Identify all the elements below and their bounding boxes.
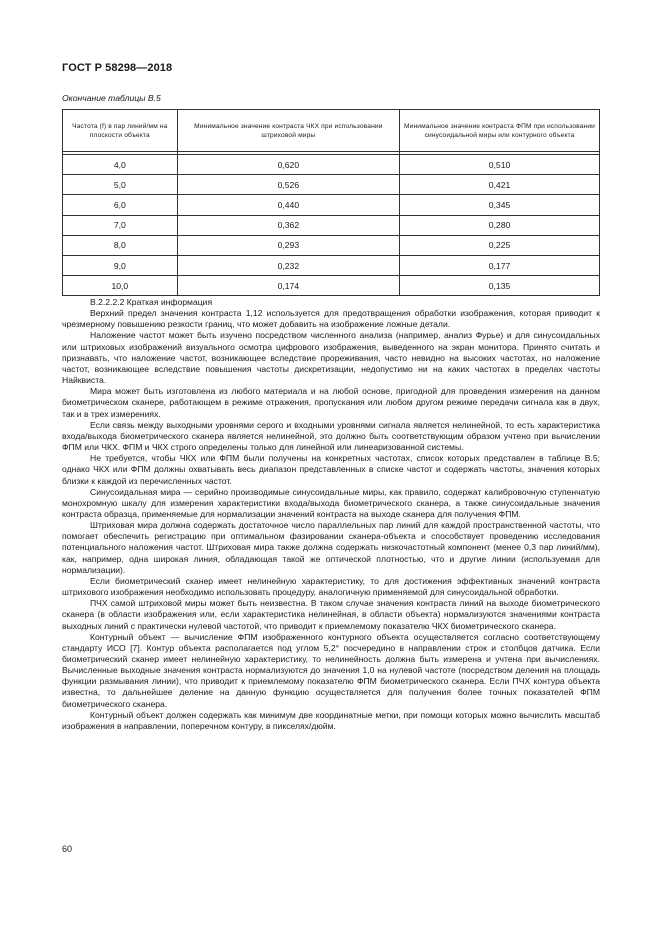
column-header-frequency: Частота (f) в пар линий/мм на плоскости объекта <box>63 110 178 152</box>
cell-ctf: 0,232 <box>177 255 399 275</box>
cell-ctf: 0,526 <box>177 175 399 195</box>
cell-frequency: 7,0 <box>63 215 178 235</box>
column-header-ctf: Минимальное значение контраста ЧКХ при использовании штриховой миры <box>177 110 399 152</box>
table-row <box>63 276 600 296</box>
body-text <box>62 297 600 732</box>
cell-frequency: 9,0 <box>63 255 178 275</box>
column-header-mtf: Минимальное значение контраста ФПМ при использовании синусоидальной миры или контурного объекта <box>400 110 600 152</box>
paragraph: Если биометрический сканер имеет нелинейную характеристику, то для достижения эффективных значений контраста штрихового изображения необходимо использовать процедуру, аналогичную применяемой для синусоидальной обработки. <box>62 575 600 598</box>
table-row <box>63 255 600 275</box>
paragraph: Штриховая мира должна содержать достаточное число параллельных пар линий для каждой пространственной частоты, что помогает обеспечить регистрацию при оптимальном фазировании сканера-объекта и способствует проведению исследования потенциального наложения частот. Штриховая мира также должна содержать низкочастотный компонент (менее 0,3 пар линий/мм), как, например, одна широкая линия, обладающая такой же оптической плотностью, что и другие линии (используемая для нормализации). <box>62 520 600 575</box>
paragraph: Верхний предел значения контраста 1,12 используется для предотвращения обработки изображения, которая приводит к чрезмерному повышению резкости границ, что может добавить на изображение ложные детали. <box>62 308 600 330</box>
section-heading: В.2.2.2.2 Краткая информация <box>90 297 213 307</box>
paragraph: Контурный объект — вычисление ФПМ изображенного контурного объекта осуществляется согласно соответствующему стандарту ИСО [7]. Контур объекта располагается под углом 5,2° посчередино в направлении строк и столбцов датчика. Если биометрический сканер имеет нелинейную характеристику, то нелинейность должна быть измерена и учтена при вычислениях. Вычисленные выходные значения контраста нормализуются до значения 1,0 на нулевой частоте (посредством деления на площадь функции размывания линии), что приводит к приемлемому показателю ФПМ биометрического сканера. Если ПЧХ контура объекта известна, то дальнейшее деление на данную функцию осуществляется для получения более точных показателей ФПМ биометрического сканера. <box>62 631 600 709</box>
cell-mtf: 0,135 <box>400 276 600 296</box>
contrast-table <box>62 109 600 296</box>
table-row <box>63 155 600 175</box>
page-number: 60 <box>62 844 73 854</box>
paragraph: Если связь между выходными уровнями серого и входными уровнями сигнала является нелинейной, то есть характеристика входа/выхода биометрического сканера является нелинейной, это должно быть соответствующим образом учтено при вычислении ФПМ или ЧКХ. ФПМ и ЧКХ строго определены только для линейной или линеаризованной системы. <box>62 419 600 453</box>
table-header-row <box>63 110 600 152</box>
paragraph: Синусоидальная мира — серийно производимые синусоидальные миры, как правило, содержат калибровочную ступенчатую монохромную шкалу для измерения характеристики входа/выхода биометрического сканера, а также синусоидальные значения контраста образца, применяемые для нормализации значений контраста на выходе сканера для получения ФПМ. <box>62 486 600 519</box>
cell-ctf: 0,620 <box>177 155 399 175</box>
cell-frequency: 4,0 <box>63 155 178 175</box>
table-row <box>63 175 600 195</box>
cell-frequency: 5,0 <box>63 175 178 195</box>
paragraph: Контурный объект должен содержать как минимум две координатные метки, при помощи которых можно вычислить масштаб изображения в направлении, поперечном контуру, в пикселях/дюйм. <box>62 709 600 731</box>
cell-ctf: 0,362 <box>177 215 399 235</box>
cell-frequency: 10,0 <box>63 276 178 296</box>
paragraph: Не требуется, чтобы ЧКХ или ФПМ были получены на конкретных частотах, список которых представлен в таблице В.5; однако ЧКХ или ФПМ должны охватывать весь диапазон представленных в списке частот и содержать частоты, значения которых близки к каждой из перечисленных частот. <box>62 453 600 486</box>
table-caption: Окончание таблицы В.5 <box>62 93 161 103</box>
cell-mtf: 0,510 <box>400 155 600 175</box>
cell-frequency: 8,0 <box>63 235 178 255</box>
cell-mtf: 0,177 <box>400 255 600 275</box>
cell-ctf: 0,174 <box>177 276 399 296</box>
table-row <box>63 235 600 255</box>
cell-frequency: 6,0 <box>63 195 178 215</box>
cell-mtf: 0,345 <box>400 195 600 215</box>
paragraph: Мира может быть изготовлена из любого материала и на любой основе, пригодной для проведения измерения на данном биометрическом сканере, работающем в режиме отражения, пропускания или любом другом режиме передачи сигнала как в двух, так и в трех измерениях. <box>62 386 600 419</box>
paragraph: ПЧХ самой штриховой миры может быть неизвестна. В таком случае значения контраста линий на выходе биометрического сканера (в области изображения или, если характеристика нелинейная, в области объекта) нормализуются значениями контраста выходных линий с практически нулевой частотой, что приводит к приемлемому показателю ЧКХ биометрического сканера. <box>62 598 600 631</box>
table-row <box>63 215 600 235</box>
cell-mtf: 0,280 <box>400 215 600 235</box>
cell-ctf: 0,293 <box>177 235 399 255</box>
paragraph: Наложение частот может быть изучено посредством численного анализа (например, анализ Фурье) и для синусоидальных или штриховых изображений визуального осмотра цифрового изображения, выведенного на экран монитора. Принято считать и признавать, что наложение частот, возникающее вследствие прореживания, часто невидно на высоких частотах, но наложение частот, возникающее вследствие повышения частоты дискретизации, недопустимо ни на каких частотах в пределах частоты Найквиста. <box>62 330 600 386</box>
cell-mtf: 0,421 <box>400 175 600 195</box>
cell-ctf: 0,440 <box>177 195 399 215</box>
cell-mtf: 0,225 <box>400 235 600 255</box>
table-row <box>63 195 600 215</box>
standard-header: ГОСТ Р 58298—2018 <box>62 62 173 74</box>
